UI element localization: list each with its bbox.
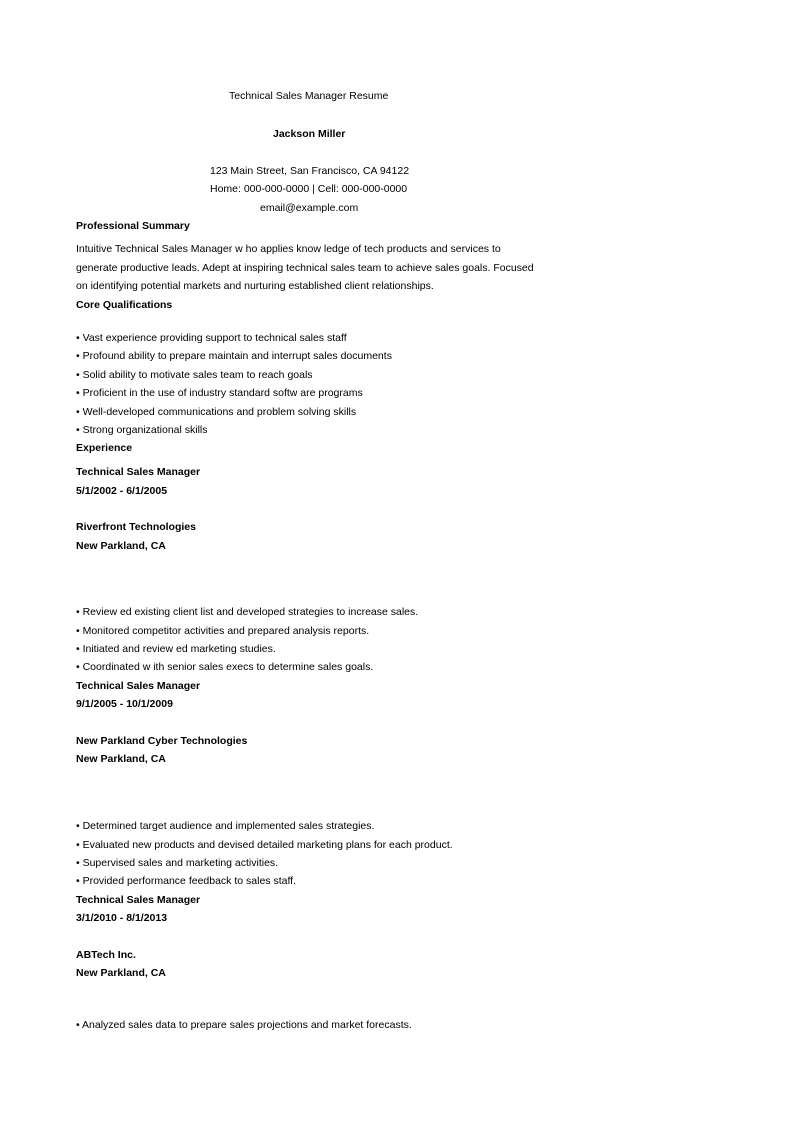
job-bullet: • Initiated and review ed marketing studies. — [76, 643, 276, 655]
job-company: ABTech Inc. — [76, 949, 136, 961]
qualification-item: • Solid ability to motivate sales team to reach goals — [76, 369, 313, 381]
job-title: Technical Sales Manager — [76, 466, 201, 478]
job-bullet: • Monitored competitor activities and prepared analysis reports. — [76, 625, 370, 637]
document-title: Technical Sales Manager Resume — [229, 90, 389, 102]
job-bullet: • Analyzed sales data to prepare sales projections and market forecasts. — [76, 1019, 412, 1031]
job-company: Riverfront Technologies — [76, 521, 196, 533]
job-company: New Parkland Cyber Technologies — [76, 735, 248, 747]
job-location: New Parkland, CA — [76, 540, 166, 552]
job-title: Technical Sales Manager — [76, 894, 201, 906]
job-bullet: • Coordinated w ith senior sales execs to determine sales goals. — [76, 661, 374, 673]
qualifications-heading: Core Qualifications — [76, 299, 173, 311]
qualification-item: • Vast experience providing support to technical sales staff — [76, 332, 347, 344]
summary-line: on identifying potential markets and nurturing established client relationships. — [76, 280, 434, 292]
job-dates: 3/1/2010 - 8/1/2013 — [76, 912, 168, 924]
qualification-item: • Well-developed communications and problem solving skills — [76, 406, 357, 418]
job-bullet: • Evaluated new products and devised detailed marketing plans for each product. — [76, 839, 453, 851]
job-title: Technical Sales Manager — [76, 680, 201, 692]
summary-heading: Professional Summary — [76, 220, 190, 232]
job-bullet: • Determined target audience and implemented sales strategies. — [76, 820, 375, 832]
job-bullet: • Review ed existing client list and developed strategies to increase sales. — [76, 606, 419, 618]
job-location: New Parkland, CA — [76, 753, 166, 765]
job-location: New Parkland, CA — [76, 967, 166, 979]
job-dates: 5/1/2002 - 6/1/2005 — [76, 485, 168, 497]
candidate-name: Jackson Miller — [273, 128, 346, 140]
experience-heading: Experience — [76, 442, 133, 454]
qualification-item: • Profound ability to prepare maintain and interrupt sales documents — [76, 350, 392, 362]
contact-phones: Home: 000-000-0000 | Cell: 000-000-0000 — [210, 183, 408, 195]
job-bullet: • Supervised sales and marketing activities. — [76, 857, 279, 869]
summary-line: Intuitive Technical Sales Manager w ho applies know ledge of tech products and services to — [76, 243, 501, 255]
summary-line: generate productive leads. Adept at inspiring technical sales team to achieve sales goals. Focused — [76, 262, 534, 274]
qualification-item: • Proficient in the use of industry standard softw are programs — [76, 387, 363, 399]
contact-address: 123 Main Street, San Francisco, CA 94122 — [210, 165, 410, 177]
contact-email: email@example.com — [260, 202, 359, 214]
job-dates: 9/1/2005 - 10/1/2009 — [76, 698, 173, 710]
qualification-item: • Strong organizational skills — [76, 424, 208, 436]
job-bullet: • Provided performance feedback to sales staff. — [76, 875, 297, 887]
